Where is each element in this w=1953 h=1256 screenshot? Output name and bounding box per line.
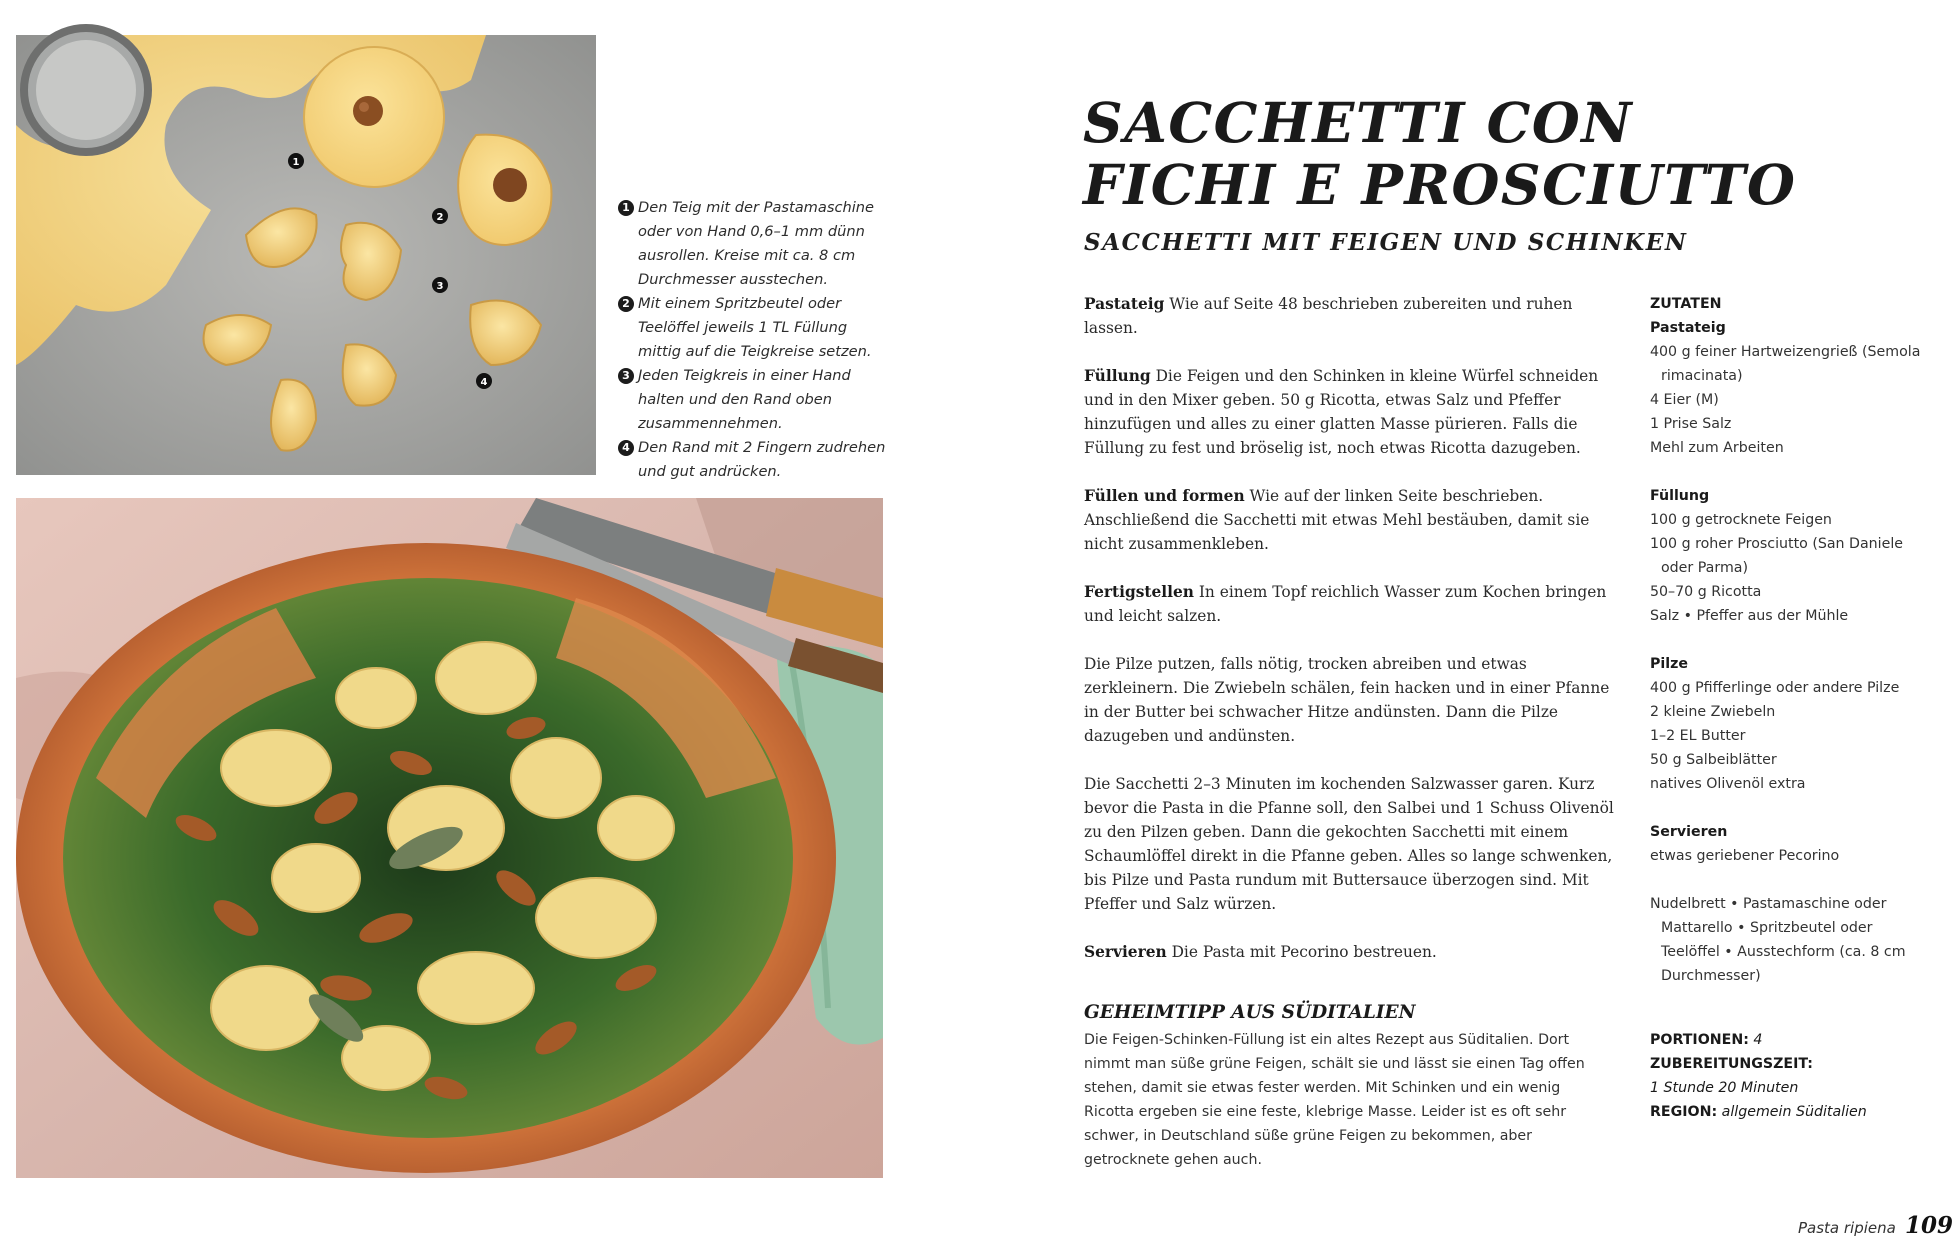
method-paragraph [1084, 292, 1624, 340]
method-body: Die Sacchetti 2–3 Minuten im kochenden Salzwasser garen. Kurz bevor die Pasta in die Pfanne soll, den Salbei und 1 Schuss Olivenöl zu den Pilzen geben. Dann die gekochten Sacchetti mit einem Schaumlöffel direkt in die Pfanne geben. Alles so lange schwenken, bis Pilze und Pasta rundum mit Buttersauce überzogen sind. Mit Pfeffer und Salz würzen. [1084, 775, 1614, 913]
ingredients-list [1650, 292, 1925, 1012]
method-paragraph [1084, 772, 1624, 916]
equipment-list: Nudelbrett • Pastamaschine oder Mattarello • Spritzbeutel oder Teelöffel • Ausstechform (ca. 8 cm Durchmesser) [1650, 896, 1906, 984]
ingredient-item: 50 g Salbeiblätter [1650, 752, 1777, 768]
page-number: 109 [1905, 1212, 1953, 1239]
step-item [618, 436, 893, 484]
ingredient-section-title: Pastateig [1650, 320, 1726, 336]
ingredient-item: 100 g getrocknete Feigen [1650, 512, 1832, 528]
method-lead: Füllen und formen [1084, 487, 1245, 505]
method-body: Die Feigen und den Schinken in kleine Würfel schneiden und in den Mixer geben. 50 g Ricotta, etwas Salz und Pfeffer hinzufügen und alles zu einer glatten Masse pürieren. Falls die Füllung zu fest und bröselig ist, noch etwas Ricotta dazugeben. [1084, 367, 1599, 457]
method-paragraph [1084, 940, 1624, 964]
method-text [1084, 292, 1624, 988]
method-paragraph [1084, 580, 1624, 628]
ingredient-item: 4 Eier (M) [1650, 392, 1719, 408]
step-number-badge: 2 [618, 296, 634, 312]
step-item [618, 364, 893, 436]
photo-plated-dish [16, 498, 883, 1178]
marker-3: 3 [436, 281, 444, 292]
step-text: Den Teig mit der Pastamaschine oder von Hand 0,6–1 mm dünn ausrollen. Kreise mit ca. 8 cm Durchmesser ausstechen. [638, 199, 874, 288]
ingredient-item: Salz • Pfeffer aus der Mühle [1650, 608, 1849, 624]
method-body: Wie auf der linken Seite beschrieben. Anschließend die Sacchetti mit etwas Mehl bestäuben, damit sie nicht zusammenkleben. [1084, 487, 1590, 553]
method-lead: Füllung [1084, 367, 1151, 385]
step-instructions [618, 196, 893, 484]
photo-pasta-making [16, 35, 596, 475]
tip-body: Die Feigen-Schinken-Füllung ist ein altes Rezept aus Süditalien. Dort nimmt man süße grüne Feigen, schält sie und lässt sie einen Tag offen stehen, damit sie etwas fester werden. Mit Schinken und ein wenig Ricotta ergeben sie eine feste, klebrige Masse. Leider ist es oft sehr schwer, in Deutschland süße grüne Feigen zu bekommen, aber getrocknete gehen auch. [1084, 1032, 1585, 1168]
method-paragraph [1084, 652, 1624, 748]
footer-section-name: Pasta ripiena [1798, 1219, 1896, 1237]
equipment-section [1650, 892, 1925, 988]
ingredient-item: 50–70 g Ricotta [1650, 584, 1762, 600]
ingredient-section [1650, 820, 1925, 868]
method-body: Die Pasta mit Pecorino bestreuen. [1166, 943, 1437, 961]
portions-value: 4 [1753, 1032, 1763, 1048]
ingredients-header: ZUTATEN [1650, 296, 1722, 312]
method-lead: Pastateig [1084, 295, 1165, 313]
ingredient-item: 400 g feiner Hartweizengrieß (Semola rimacinata) [1650, 344, 1921, 384]
step-text: Den Rand mit 2 Fingern zudrehen und gut andrücken. [638, 439, 886, 480]
method-lead: Servieren [1084, 943, 1167, 961]
method-paragraph [1084, 484, 1624, 556]
ingredient-section [1650, 316, 1925, 460]
ingredient-item: 1–2 EL Butter [1650, 728, 1746, 744]
ingredient-item: natives Olivenöl extra [1650, 776, 1806, 792]
method-body: Wie auf Seite 48 beschrieben zubereiten und ruhen lassen. [1084, 295, 1573, 337]
method-body: Die Pilze putzen, falls nötig, trocken abreiben und etwas zerkleinern. Die Zwiebeln schälen, fein hacken und in einer Pfanne in der Butter bei schwacher Hitze andünsten. Dann die Pilze dazugeben und andünsten. [1084, 655, 1610, 745]
ingredient-section-title: Servieren [1650, 824, 1728, 840]
ingredient-section [1650, 652, 1925, 796]
recipe-title-line-1: SACCHETTI CON [1083, 90, 1634, 155]
ingredient-section-title: Füllung [1650, 488, 1710, 504]
region-label: REGION: [1650, 1104, 1718, 1120]
marker-2: 2 [436, 212, 444, 223]
ingredient-item: Mehl zum Arbeiten [1650, 440, 1784, 456]
step-item [618, 196, 893, 292]
step-number-badge: 1 [618, 200, 634, 216]
photo-pasta-making-illustration [16, 35, 596, 475]
ingredient-item: 100 g roher Prosciutto (San Daniele oder Parma) [1650, 536, 1904, 576]
method-body: In einem Topf reichlich Wasser zum Kochen bringen und leicht salzen. [1084, 583, 1607, 625]
prep-time-label: ZUBEREITUNGSZEIT: [1650, 1056, 1813, 1072]
method-lead: Fertigstellen [1084, 583, 1194, 601]
recipe-title [1083, 92, 1803, 216]
method-paragraph [1084, 364, 1624, 460]
prep-time-value: 1 Stunde 20 Minuten [1650, 1080, 1799, 1096]
recipe-subtitle: SACCHETTI MIT FEIGEN UND SCHINKEN [1084, 229, 1688, 256]
portions-label: PORTIONEN: [1650, 1032, 1749, 1048]
region-value: allgemein Süditalien [1721, 1104, 1867, 1120]
ingredient-item: 1 Prise Salz [1650, 416, 1732, 432]
recipe-meta [1650, 1028, 1925, 1124]
ingredient-section [1650, 484, 1925, 628]
photo-plated-dish-illustration [16, 498, 883, 1178]
step-text: Jeden Teigkreis in einer Hand halten und den Rand oben zusammennehmen. [638, 367, 851, 432]
step-number-badge: 4 [618, 440, 634, 456]
marker-1: 1 [292, 157, 300, 168]
step-item [618, 292, 893, 364]
ingredient-item: 400 g Pfifferlinge oder andere Pilze [1650, 680, 1900, 696]
recipe-title-line-2: FICHI E PROSCIUTTO [1083, 152, 1797, 217]
ingredient-section-title: Pilze [1650, 656, 1689, 672]
tip-title: GEHEIMTIPP AUS SÜDITALIEN [1084, 1002, 1416, 1023]
region-row [1650, 1100, 1925, 1124]
step-number-badge: 3 [618, 368, 634, 384]
portions-row [1650, 1028, 1925, 1052]
ingredient-item: etwas geriebener Pecorino [1650, 848, 1840, 864]
ingredient-item: 2 kleine Zwiebeln [1650, 704, 1776, 720]
step-text: Mit einem Spritzbeutel oder Teelöffel jeweils 1 TL Füllung mittig auf die Teigkreise setzen. [638, 295, 872, 360]
marker-4: 4 [480, 377, 488, 388]
